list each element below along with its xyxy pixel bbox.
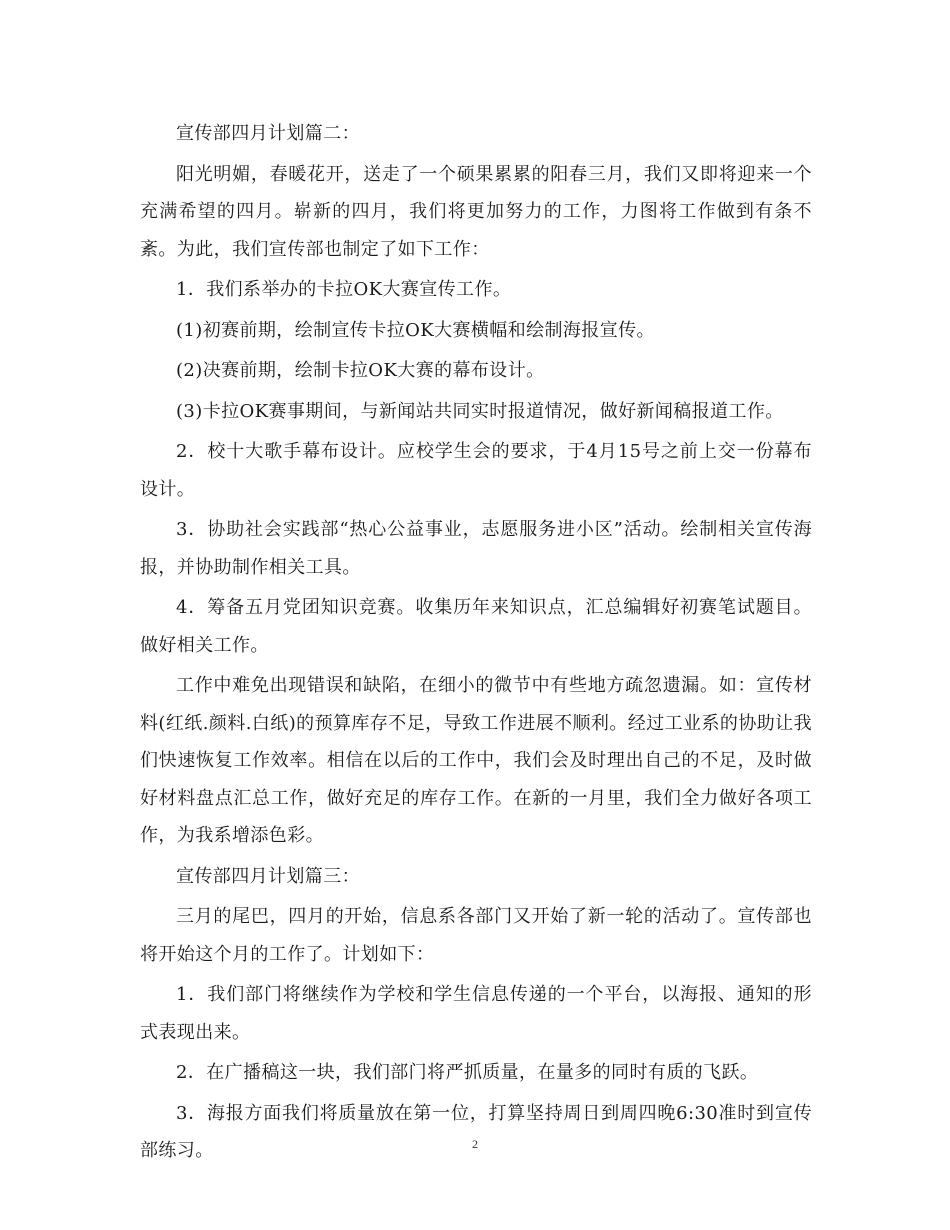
paragraph-intro-two: 三月的尾巴，四月的开始，信息系各部门又开始了新一轮的活动了。宣传部也将开始这个月的工作了。计划如下： [140, 906, 812, 965]
list-item-3: 3．协助社会实践部“热心公益事业，志愿服务进小区”活动。绘制相关宣传海报，并协助制作相关工具。 [140, 519, 812, 578]
page-number: 2 [472, 1137, 478, 1151]
section-heading-part-three: 宣传部四月计划篇三： [176, 865, 360, 887]
list-item-1-b: 1．我们部门将继续作为学校和学生信息传递的一个平台，以海报、通知的形式表现出来。 [140, 984, 812, 1043]
list-item-2: 2．校十大歌手幕布设计。应校学生会的要求，于4月15号之前上交一份幕布设计。 [140, 441, 812, 500]
paragraph-intro: 阳光明媚，春暖花开，送走了一个硕果累累的阳春三月，我们又即将迎来一个充满希望的四月。崭新的四月，我们将更加努力的工作，力图将工作做到有条不紊。为此，我们宣传部也制定了如下工作： [140, 163, 812, 260]
list-item-3-b: 3．海报方面我们将质量放在第一位，打算坚持周日到周四晚6:30准时到宣传部练习。 [140, 1102, 812, 1161]
sub-item-1: (1)初赛前期，绘制宣传卡拉OK大赛横幅和绘制海报宣传。 [176, 319, 655, 341]
document-body [140, 115, 812, 1173]
list-item-1: 1．我们系举办的卡拉OK大赛宣传工作。 [176, 279, 512, 300]
sub-item-3: (3)卡拉OK赛事期间，与新闻站共同实时报道情况，做好新闻稿报道工作。 [176, 400, 784, 422]
list-item-4: 4．筹备五月党团知识竞赛。收集历年来知识点，汇总编辑好初赛笔试题目。做好相关工作。 [140, 597, 812, 656]
list-item-2-b: 2．在广播稿这一块，我们部门将严抓质量，在量多的同时有质的飞跃。 [176, 1062, 759, 1083]
section-heading-part-two: 宣传部四月计划篇二： [176, 123, 360, 144]
paragraph-summary: 工作中难免出现错误和缺陷，在细小的微节中有些地方疏忽遗漏。如：宣传材料(红纸.颜料.白纸)的预算库存不足，导致工作进展不顺利。经过工业系的协助让我们快速恢复工作效率。相信在以后的工作中，我们会及时理出自己的不足，及时做好材料盘点汇总工作，做好充足的库存工作。在新的一月里，我们全力做好各项工作，为我系增添色彩。 [140, 675, 812, 846]
sub-item-2: (2)决赛前期，绘制卡拉OK大赛的幕布设计。 [176, 360, 545, 381]
